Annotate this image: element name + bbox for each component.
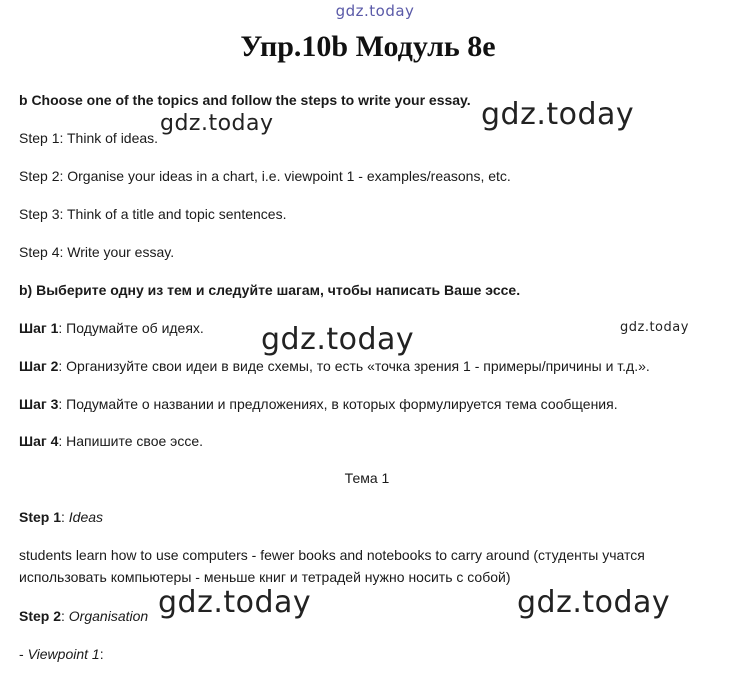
step-3-en: Step 3: Think of a title and topic sentences. xyxy=(19,206,287,222)
answer-step-2 xyxy=(19,607,148,625)
step-1-en: Step 1: Think of ideas. xyxy=(19,130,159,146)
step-label: Шаг 2 xyxy=(19,358,59,374)
topic-heading: Тема 1 xyxy=(344,470,390,486)
step-label: Шаг 3 xyxy=(19,396,59,412)
page-title: Упр.10b Модуль 8е xyxy=(240,30,496,63)
step-1-ru xyxy=(19,319,204,337)
viewpoint-prefix: - xyxy=(19,646,28,662)
answer-step-value: Organisation xyxy=(68,608,149,624)
ideas-line-1: students learn how to use computers - fewer books and notebooks to carry around (студенты учатся xyxy=(19,547,645,563)
watermark: gdz.today xyxy=(481,97,635,132)
separator: : xyxy=(61,608,69,624)
watermark-top: gdz.today xyxy=(335,2,415,20)
watermark: gdz.today xyxy=(261,322,415,357)
watermark: gdz.today xyxy=(158,585,312,620)
task-intro-en: b Choose one of the topics and follow the steps to write your essay. xyxy=(19,92,471,108)
watermark: gdz.today xyxy=(620,320,689,335)
step-2-en: Step 2: Organise your ideas in a chart, i.e. viewpoint 1 - examples/reasons, etc. xyxy=(19,168,511,184)
ideas-line-2: использовать компьютеры - меньше книг и тетрадей нужно носить с собой) xyxy=(19,569,511,585)
viewpoint-suffix: : xyxy=(99,646,104,662)
step-text: : Подумайте об идеях. xyxy=(58,320,204,336)
viewpoint-1 xyxy=(19,645,104,663)
step-2-ru xyxy=(19,357,650,375)
step-text: : Организуйте свои идеи в виде схемы, то есть «точка зрения 1 - примеры/причины и т.д.». xyxy=(58,358,650,374)
step-4-en: Step 4: Write your essay. xyxy=(19,244,175,260)
viewpoint-label: Viewpoint 1 xyxy=(27,646,100,662)
step-text: : Подумайте о названии и предложениях, в которых формулируется тема сообщения. xyxy=(58,396,618,412)
step-label: Шаг 1 xyxy=(19,320,59,336)
watermark: gdz.today xyxy=(517,585,671,620)
step-label: Шаг 4 xyxy=(19,433,59,449)
step-text: : Напишите свое эссе. xyxy=(58,433,203,449)
task-intro-ru: b) Выберите одну из тем и следуйте шагам, чтобы написать Ваше эссе. xyxy=(19,282,521,298)
answer-step-label: Step 2 xyxy=(19,608,62,624)
answer-step-value: Ideas xyxy=(68,509,104,525)
answer-step-1 xyxy=(19,508,103,526)
separator: : xyxy=(61,509,69,525)
step-4-ru xyxy=(19,432,203,450)
answer-step-label: Step 1 xyxy=(19,509,62,525)
watermark: gdz.today xyxy=(160,111,274,136)
step-3-ru xyxy=(19,395,618,413)
